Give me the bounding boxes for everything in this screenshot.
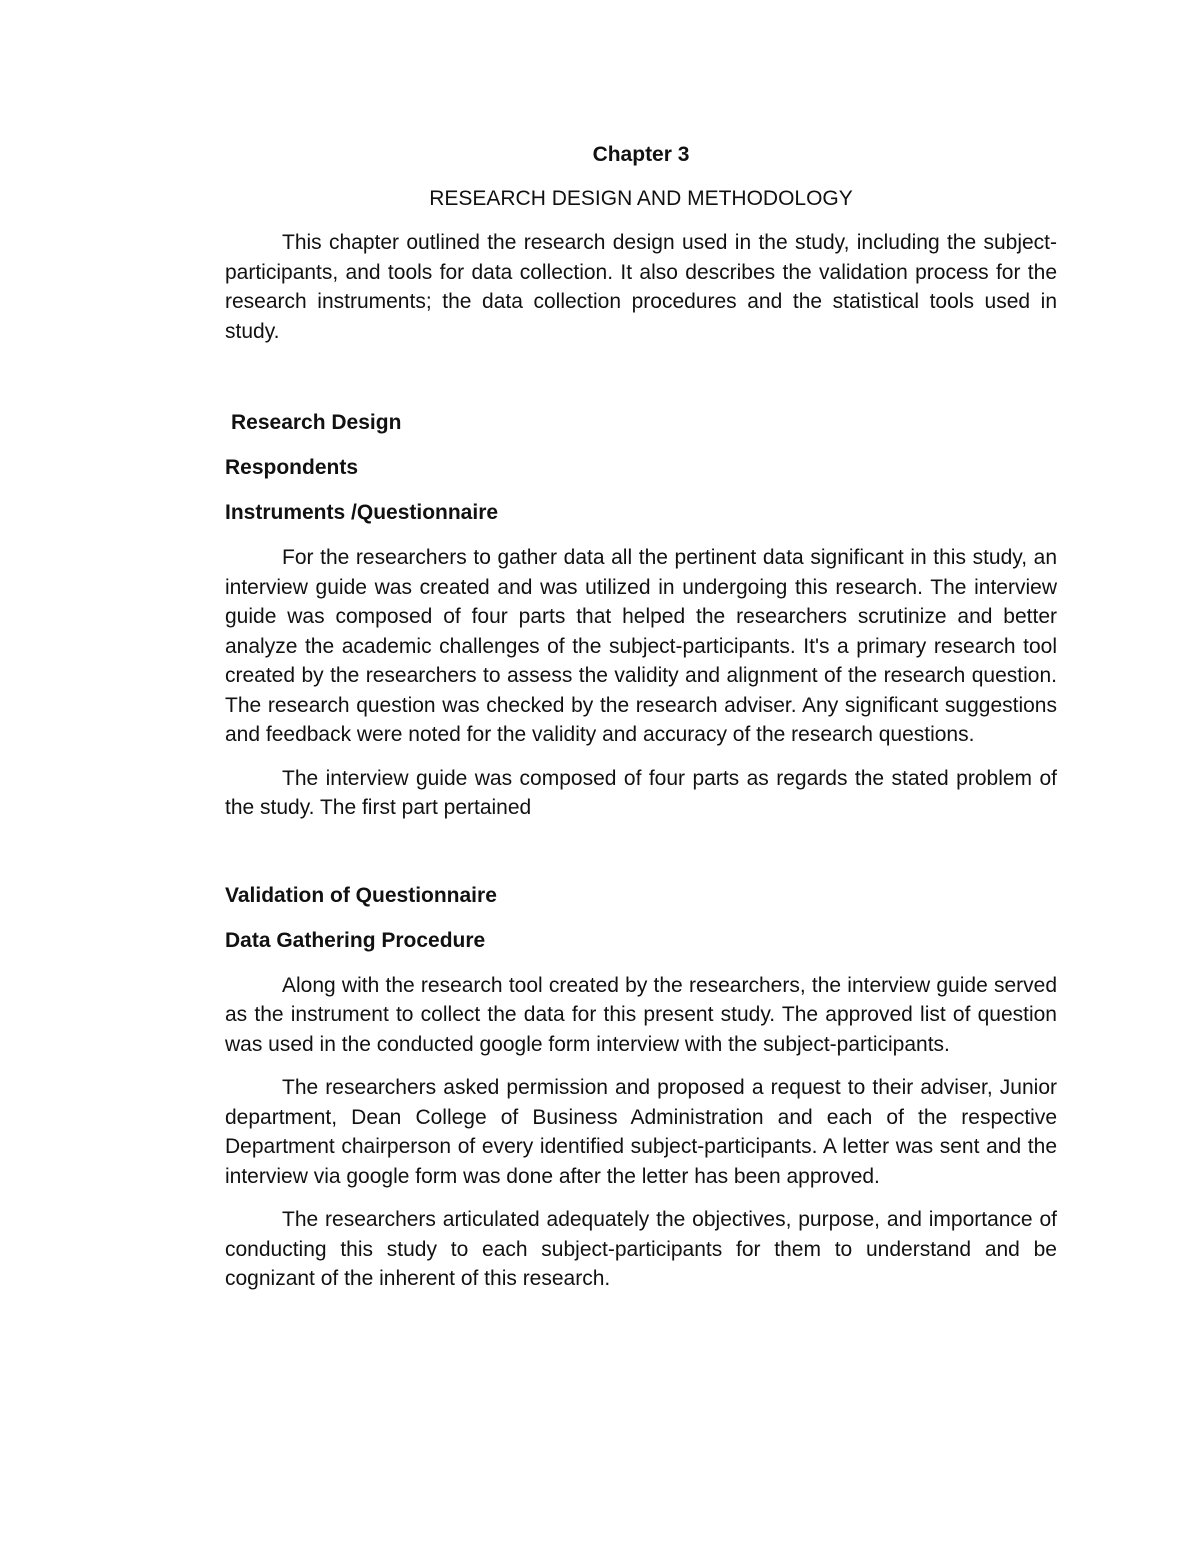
data-gathering-paragraph-2: The researchers asked permission and proposed a request to their adviser, Junior department, Dean College of Business Administration and each of the respective Department chairperson of every identified subject-participants. A letter was sent and the interview via google form was done after the letter has been approved. — [225, 1076, 1057, 1188]
heading-instruments: Instruments /Questionnaire — [225, 501, 499, 524]
heading-data-gathering: Data Gathering Procedure — [225, 928, 486, 952]
heading-research-design: Research Design — [231, 411, 402, 434]
heading-validation: Validation of Questionnaire — [225, 883, 497, 907]
heading-respondents: Respondents — [225, 456, 359, 479]
chapter-title: Chapter 3 — [592, 143, 690, 166]
data-gathering-paragraph-1: Along with the research tool created by the researchers, the interview guide served as the instrument to collect the data for this present study. The approved list of question was used in the conducted google form interview with the subject-participants. — [225, 973, 1057, 1056]
chapter-subtitle: RESEARCH DESIGN AND METHODOLOGY — [429, 187, 853, 210]
spacer — [225, 837, 1057, 881]
instruments-paragraph-1: For the researchers to gather data all the pertinent data significant in this study, an interview guide was created and was utilized in undergoing this research. The interview guide was composed of four parts that helped the researchers scrutinize and better analyze the academic challenges of the subject-participants. It's a primary research tool created by the researchers to assess the validity and alignment of the research question. The research question was checked by the research adviser. Any significant suggestions and feedback were noted for the validity and accuracy of the research questions. — [225, 546, 1057, 746]
document-body — [225, 140, 1057, 1308]
intro-paragraph: This chapter outlined the research design used in the study, including the subject-participants, and tools for data collection. It also describes the validation process for the research instruments; the data collection procedures and the statistical tools used in study. — [225, 231, 1057, 343]
instruments-paragraph-2: The interview guide was composed of four parts as regards the stated problem of the study. The first part pertained — [225, 766, 1057, 819]
data-gathering-paragraph-3: The researchers articulated adequately the objectives, purpose, and importance of conducting this study to each subject-participants for them to understand and be cognizant of the inherent of this research. — [225, 1208, 1057, 1290]
spacer — [225, 360, 1057, 408]
